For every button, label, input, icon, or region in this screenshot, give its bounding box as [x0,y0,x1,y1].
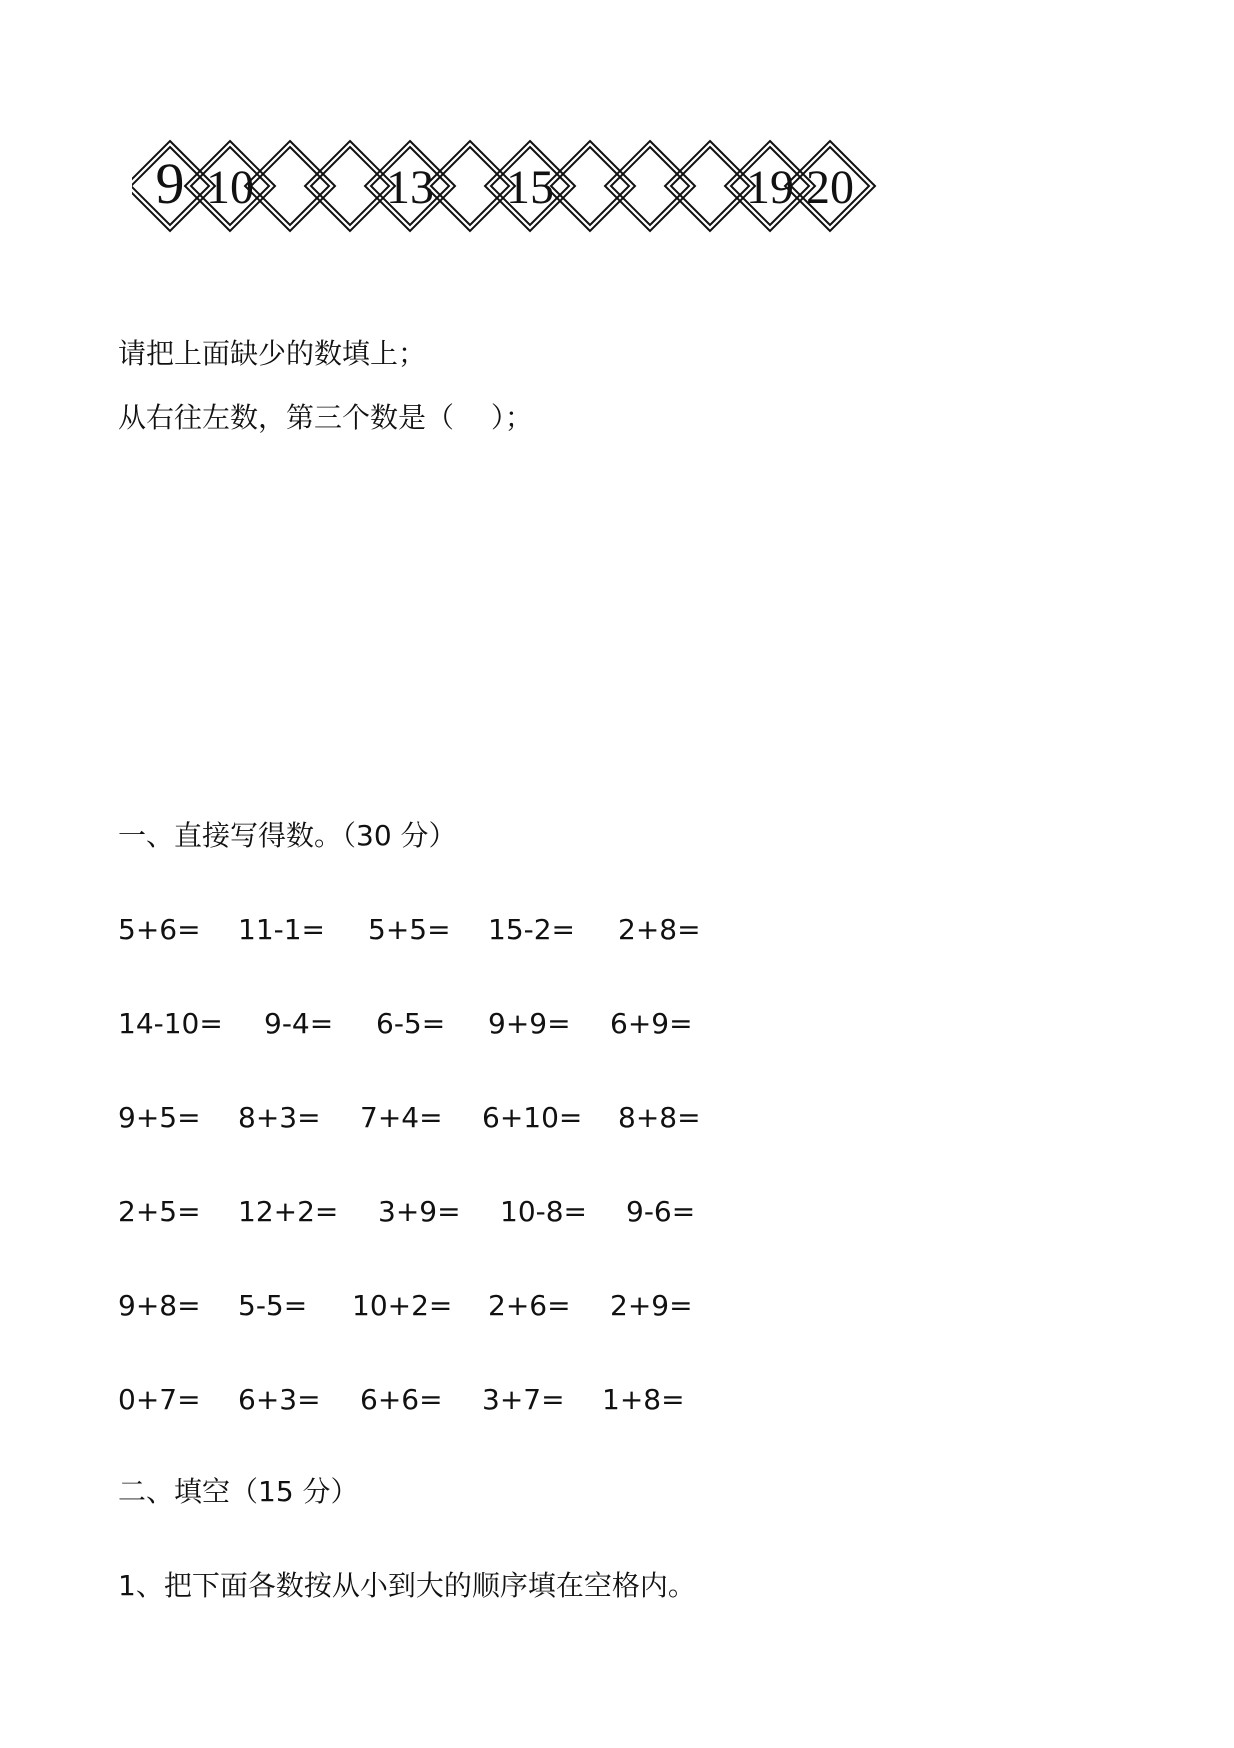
diamond-number: 15 [506,161,554,214]
math-problem[interactable]: 5-5= [238,1289,308,1322]
diamond-number: 10 [206,161,254,214]
math-problem[interactable]: 9+5= [118,1101,201,1134]
math-problem[interactable]: 12+2= [238,1195,339,1228]
math-problem[interactable]: 2+6= [488,1289,571,1322]
question-third-from-right: 从右往左数，第三个数是（ ）； [118,401,533,434]
number-diamond[interactable] [545,141,635,231]
number-diamond [785,141,875,231]
number-diamond-strip [132,136,882,236]
math-problem[interactable]: 9+9= [488,1007,571,1040]
number-diamond [485,141,575,231]
diamond-number: 13 [386,161,434,214]
math-problem[interactable]: 14-10= [118,1007,223,1040]
section-one-heading: 一、直接写得数。（30 分） [118,819,457,852]
math-problem[interactable]: 8+8= [618,1101,701,1134]
math-problem[interactable]: 6+10= [482,1101,583,1134]
number-diamond [365,141,455,231]
section-two-question-1: 1、把下面各数按从小到大的顺序填在空格内。 [118,1569,696,1602]
number-diamond[interactable] [245,141,335,231]
math-problem[interactable]: 11-1= [238,913,326,946]
number-diamond [132,141,215,231]
math-problem[interactable]: 15-2= [488,913,576,946]
math-problem[interactable]: 5+6= [118,913,201,946]
number-diamond[interactable] [425,141,515,231]
math-row [0,912,1234,948]
math-problem[interactable]: 3+7= [482,1383,565,1416]
number-diamond[interactable] [305,141,395,231]
math-problem[interactable]: 8+3= [238,1101,321,1134]
number-diamond[interactable] [665,141,755,231]
number-diamond [725,141,815,231]
math-problem[interactable]: 3+9= [378,1195,461,1228]
math-row [0,1382,1234,1418]
number-diamond[interactable] [605,141,695,231]
diamond-number: 9 [155,151,185,216]
math-problem[interactable]: 6-5= [376,1007,446,1040]
math-problem[interactable]: 10+2= [352,1289,453,1322]
math-problem[interactable]: 5+5= [368,913,451,946]
math-problem[interactable]: 7+4= [360,1101,443,1134]
math-row [0,1288,1234,1324]
math-problem[interactable]: 9-6= [626,1195,696,1228]
math-problem[interactable]: 2+9= [610,1289,693,1322]
diamond-number: 20 [806,161,854,214]
instruction-fill-missing: 请把上面缺少的数填上； [118,337,427,370]
math-problem[interactable]: 10-8= [500,1195,588,1228]
section-two-heading: 二、填空（15 分） [118,1475,359,1508]
math-row [0,1194,1234,1230]
math-problem[interactable]: 2+8= [618,913,701,946]
math-row [0,1006,1234,1042]
math-problem[interactable]: 6+6= [360,1383,443,1416]
math-problem[interactable]: 6+9= [610,1007,693,1040]
math-problem[interactable]: 1+8= [602,1383,685,1416]
math-problem[interactable]: 9+8= [118,1289,201,1322]
math-problem[interactable]: 2+5= [118,1195,201,1228]
math-row [0,1100,1234,1136]
math-problem[interactable]: 9-4= [264,1007,334,1040]
math-problem[interactable]: 6+3= [238,1383,321,1416]
diamond-number: 19 [746,161,794,214]
math-problem[interactable]: 0+7= [118,1383,201,1416]
number-diamond [185,141,275,231]
